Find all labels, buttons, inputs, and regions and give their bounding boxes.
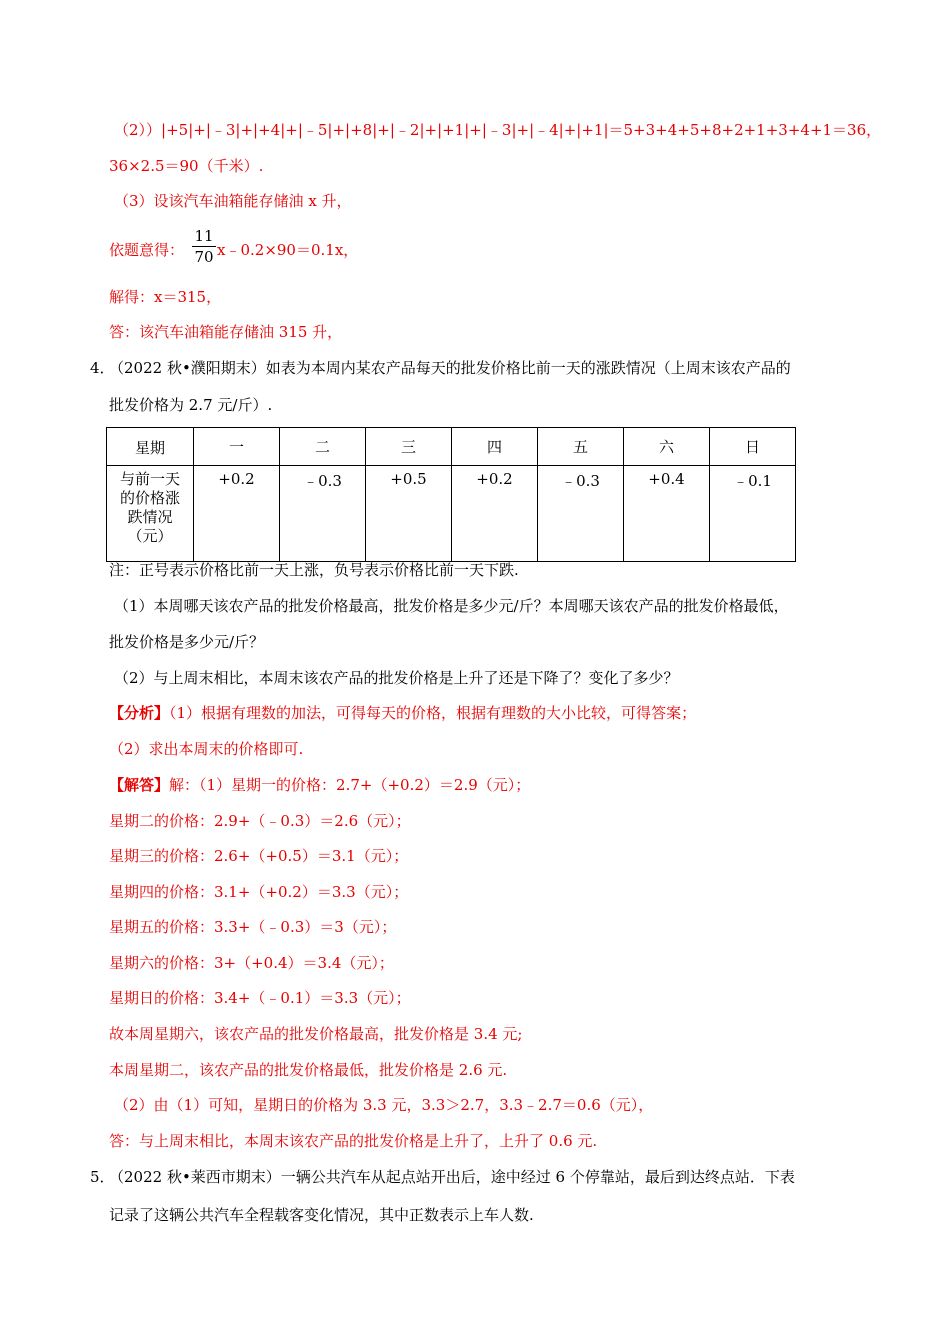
answer-line: 星期四的价格：3.1+（+0.2）＝3.3（元）；: [109, 883, 409, 901]
answer-line: （2）由（1）可知，星期日的价格为 3.3 元，3.3＞2.7，3.3﹣2.7＝0.6（元），: [114, 1096, 654, 1114]
fraction: [192, 227, 216, 266]
equation-suffix: x﹣0.2×90＝0.1x，: [217, 241, 359, 259]
table-cell: ﹣0.3: [538, 466, 624, 562]
answer-line: 星期日的价格：3.4+（﹣0.1）＝3.3（元）；: [109, 989, 411, 1007]
question-number: 4．: [90, 359, 115, 377]
answer-line: 故本周星期六，该农产品的批发价格最高，批发价格是 3.4 元;: [109, 1025, 523, 1043]
fraction-denominator: 70: [194, 248, 214, 266]
row-label-line: 跌情况: [127, 508, 173, 526]
sub-question: 批发价格是多少元/斤？: [109, 633, 265, 651]
solution-line: （2））|+5|+|﹣3|+|+4|+|﹣5|+|+8|+|﹣2|+|+1|+|﹣3|+|﹣4|+|+1|＝5+3+4+5+8+2+1+3+4+1＝36，: [114, 121, 882, 139]
table-header-cell: 六: [624, 428, 710, 466]
answer-line: 本周星期二，该农产品的批发价格最低，批发价格是 2.6 元.: [109, 1061, 508, 1079]
solution-line: 36×2.5＝90（千米）.: [109, 157, 264, 175]
analysis-line: [109, 703, 696, 723]
table-row: [107, 466, 796, 562]
row-label-line: 与前一天: [119, 470, 180, 488]
answer-tag: 【解答】: [109, 776, 170, 794]
answer-line: 答：与上周末相比，本周末该农产品的批发价格是上升了，上升了 0.6 元.: [109, 1132, 598, 1150]
table-header-cell: 二: [280, 428, 366, 466]
table-cell: +0.2: [194, 466, 280, 562]
table-cell: ﹣0.3: [280, 466, 366, 562]
table-cell: +0.4: [624, 466, 710, 562]
table-header-cell: 四: [452, 428, 538, 466]
fraction-numerator: 11: [194, 227, 214, 245]
answer-text: 解：（1）星期一的价格：2.7+（+0.2）＝2.9（元）；: [169, 776, 531, 794]
question-number: 5．: [90, 1168, 115, 1186]
solution-line: 解得：x＝315，: [109, 288, 222, 306]
fraction-bar: [192, 246, 216, 247]
table-header-cell: 日: [710, 428, 796, 466]
answer-line: [109, 775, 530, 795]
table-header-cell: 星期: [107, 428, 194, 466]
row-label-line: 的价格涨: [119, 489, 180, 507]
sub-question: （2）与上周末相比，本周末该农产品的批发价格是上升了还是下降了？变化了多少？: [114, 669, 679, 687]
analysis-line: （2）求出本周末的价格即可.: [109, 740, 304, 758]
table-note: 注：正号表示价格比前一天上涨，负号表示价格比前一天下跌.: [109, 561, 519, 579]
table-cell: +0.2: [452, 466, 538, 562]
answer-line: 星期三的价格：2.6+（+0.5）＝3.1（元）；: [109, 847, 409, 865]
question-text: 批发价格为 2.7 元/斤）.: [109, 396, 273, 414]
row-label-line: （元）: [127, 527, 173, 545]
table-header-row: [107, 428, 796, 466]
table-header-cell: 五: [538, 428, 624, 466]
answer-line: 星期五的价格：3.3+（﹣0.3）＝3（元）；: [109, 918, 397, 936]
question-text: （2022 秋•莱西市期末）一辆公共汽车从起点站开出后，途中经过 6 个停靠站，最后到达终点站．下表: [109, 1168, 795, 1186]
question-text: 记录了这辆公共汽车全程载客变化情况，其中正数表示上车人数.: [109, 1206, 534, 1224]
table-cell: +0.5: [366, 466, 452, 562]
sub-question: （1）本周哪天该农产品的批发价格最高，批发价格是多少元/斤？本周哪天该农产品的批发价格最低，: [114, 597, 789, 615]
table-header-cell: 一: [194, 428, 280, 466]
equation-prefix: 依题意得：: [109, 241, 185, 259]
table-cell: ﹣0.1: [710, 466, 796, 562]
table-header-cell: 三: [366, 428, 452, 466]
analysis-tag: 【分析】: [109, 704, 170, 722]
solution-line: （3）设该汽车油箱能存储油 x 升，: [114, 192, 352, 210]
question-text: （2022 秋•濮阳期末）如表为本周内某农产品每天的批发价格比前一天的涨跌情况（上周末该农产品的: [109, 359, 791, 377]
answer-line: 星期六的价格：3+（+0.4）＝3.4（元）；: [109, 954, 394, 972]
analysis-text: （1）根据有理数的加法，可得每天的价格，根据有理数的大小比较，可得答案；: [169, 704, 697, 722]
answer-line: 星期二的价格：2.9+（﹣0.3）＝2.6（元）；: [109, 812, 411, 830]
solution-line: 答：该汽车油箱能存储油 315 升，: [109, 323, 343, 341]
row-label-cell: [107, 466, 194, 562]
price-change-table: [106, 427, 796, 562]
